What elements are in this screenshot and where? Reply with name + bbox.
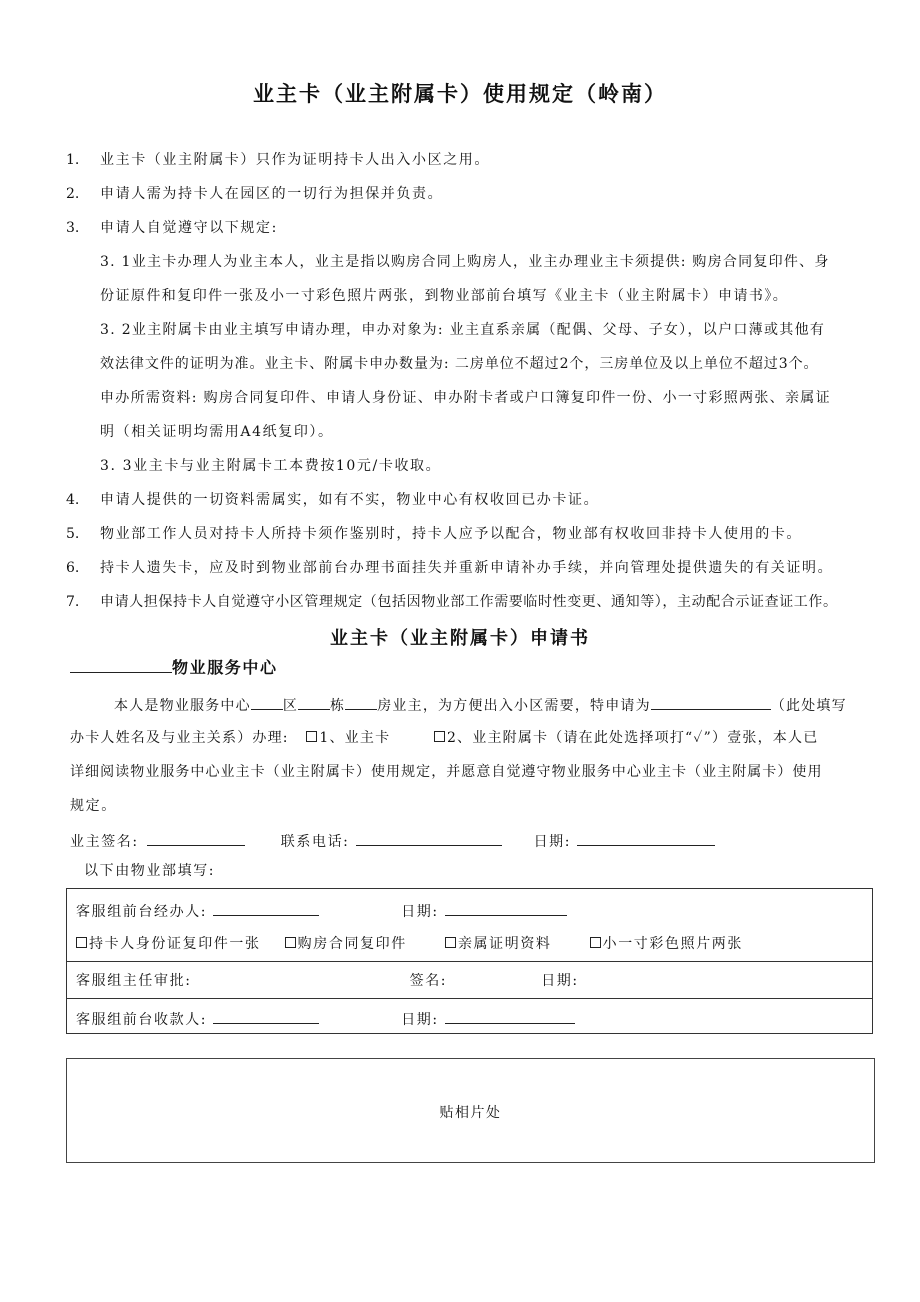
sub-rule-3-1-line-2: 份证原件和复印件一张及小一寸彩色照片两张，到物业部前台填写《业主卡（业主附属卡）申请书》。	[100, 288, 789, 304]
sub-rule-3-2-line-3: 申办所需资料: 购房合同复印件、申请人身份证、申办附卡者或户口簿复印件一份、小一寸彩照两张、亲属证	[100, 390, 831, 406]
date-field[interactable]	[577, 831, 715, 846]
approval-date-label: 日期:	[541, 973, 579, 989]
rule-item-3	[66, 219, 278, 237]
room-blank[interactable]	[345, 695, 377, 710]
approval-label: 客服组主任审批:	[76, 973, 192, 989]
contract-copy-checkbox[interactable]	[285, 937, 296, 948]
sub-rule-3-1-line-1: 3. 1业主卡办理人为业主本人，业主是指以购房合同上购房人，业主办理业主卡须提供: 购房合同复印件、身	[100, 254, 830, 270]
signature-row	[70, 831, 715, 851]
rule-item-7	[66, 593, 838, 611]
rule-text: 申请人自觉遵守以下规定:	[100, 220, 278, 236]
id-copy-checkbox[interactable]	[76, 937, 87, 948]
rule-text: 申请人担保持卡人自觉遵守小区管理规定（包括因物业部工作需要临时性变更、通知等），主动配合示证查证工作。	[100, 594, 838, 610]
table-row-approval	[76, 972, 579, 990]
rule-item-1	[66, 151, 490, 169]
photo-checkbox[interactable]	[590, 937, 601, 948]
approval-sign-label: 签名:	[409, 973, 448, 989]
body-text: 栋	[330, 698, 346, 714]
check-contract-copy: 购房合同复印件	[297, 936, 407, 952]
rule-number: 7.	[66, 594, 80, 610]
body-text: （此处填写	[770, 698, 847, 714]
rule-number: 2.	[66, 186, 80, 202]
handler-label: 客服组前台经办人:	[76, 904, 208, 920]
owner-card-checkbox[interactable]	[306, 731, 317, 742]
rule-number: 5.	[66, 526, 80, 542]
building-blank[interactable]	[298, 695, 330, 710]
cardholder-blank[interactable]	[651, 695, 771, 710]
table-row-cashier	[76, 1009, 575, 1029]
rule-item-4	[66, 491, 599, 509]
handler-field[interactable]	[213, 901, 319, 916]
rules-title: 业主卡（业主附属卡）使用规定（岭南）	[253, 82, 667, 106]
handler-date-label: 日期:	[401, 904, 439, 920]
rule-number: 6.	[66, 560, 80, 576]
district-blank[interactable]	[251, 695, 283, 710]
photo-box[interactable]	[66, 1058, 875, 1163]
rule-text: 申请人提供的一切资料需属实，如有不实，物业中心有权收回已办卡证。	[100, 492, 600, 508]
cashier-label: 客服组前台收款人:	[76, 1012, 208, 1028]
office-note: 以下由物业部填写:	[84, 863, 216, 879]
check-photos: 小一寸彩色照片两张	[602, 936, 744, 952]
phone-label: 联系电话:	[280, 834, 350, 850]
rule-text: 持卡人遗失卡，应及时到物业部前台办理书面挂失并重新申请补办手续，并向管理处提供遗失的有关证明。	[100, 560, 834, 576]
sub-rule-3-2-line-1: 3. 2业主附属卡由业主填写申请办理，申办对象为: 业主直系亲属（配偶、父母、子女），以户口薄或其他有	[100, 322, 826, 338]
body-text: 区	[282, 698, 299, 714]
rule-text: 业主卡（业主附属卡）只作为证明持卡人出入小区之用。	[100, 152, 490, 168]
body-text: 房业主，为方便出入小区需要，特申请为	[377, 698, 651, 714]
application-body-line-1	[114, 695, 847, 715]
handler-date-field[interactable]	[445, 901, 567, 916]
recipient-line	[70, 658, 278, 678]
application-body-line-4: 规定。	[70, 798, 117, 814]
check-relative-proof: 亲属证明资料	[457, 936, 552, 952]
cashier-date-field[interactable]	[445, 1009, 575, 1024]
application-body-line-2	[70, 729, 818, 747]
owner-signature-field[interactable]	[147, 831, 245, 846]
table-row-handler	[76, 901, 567, 921]
office-table	[66, 888, 873, 1034]
application-body-line-3: 详细阅读物业服务中心业主卡（业主附属卡）使用规定，并愿意自觉遵守物业服务中心业主卡（业主附属卡）使用	[70, 764, 823, 780]
affiliate-card-checkbox[interactable]	[434, 731, 445, 742]
recipient-suffix: 物业服务中心	[172, 658, 278, 677]
rule-number: 3.	[66, 220, 80, 236]
recipient-blank[interactable]	[70, 658, 172, 673]
rule-text: 物业部工作人员对持卡人所持卡须作鉴别时，持卡人应予以配合，物业部有权收回非持卡人使用的卡。	[100, 526, 802, 542]
rule-item-6	[66, 559, 833, 577]
option-owner-card: 1、业主卡	[319, 730, 391, 746]
rule-item-2	[66, 185, 443, 203]
table-divider	[67, 961, 872, 962]
relative-proof-checkbox[interactable]	[445, 937, 456, 948]
table-row-documents	[76, 935, 743, 953]
date-label: 日期:	[533, 834, 572, 850]
rule-number: 1.	[66, 152, 80, 168]
body-text: 办卡人姓名及与业主关系）办理:	[70, 730, 289, 746]
rule-text: 申请人需为持卡人在园区的一切行为担保并负责。	[100, 186, 444, 202]
sub-rule-3-2-line-4: 明（相关证明均需用A4纸复印）。	[100, 424, 334, 440]
application-title: 业主卡（业主附属卡）申请书	[330, 628, 590, 649]
body-text: 本人是物业服务中心	[114, 698, 251, 714]
option-affiliate-card: 2、业主附属卡（请在此处选择项打“✓”）壹张，本人已	[446, 730, 819, 746]
sub-rule-3-3: 3. 3业主卡与业主附属卡工本费按10元/卡收取。	[100, 458, 442, 474]
phone-field[interactable]	[356, 831, 502, 846]
check-id-copy: 持卡人身份证复印件一张	[89, 936, 261, 952]
photo-box-label: 贴相片处	[439, 1105, 502, 1121]
table-divider	[67, 998, 872, 999]
rule-number: 4.	[66, 492, 80, 508]
sub-rule-3-2-line-2: 效法律文件的证明为准。业主卡、附属卡申办数量为: 二房单位不超过2个，三房单位及以上单位不超过3个。	[100, 356, 819, 372]
owner-signature-label: 业主签名:	[70, 834, 139, 850]
cashier-field[interactable]	[213, 1009, 319, 1024]
cashier-date-label: 日期:	[401, 1012, 439, 1028]
rule-item-5	[66, 525, 802, 543]
